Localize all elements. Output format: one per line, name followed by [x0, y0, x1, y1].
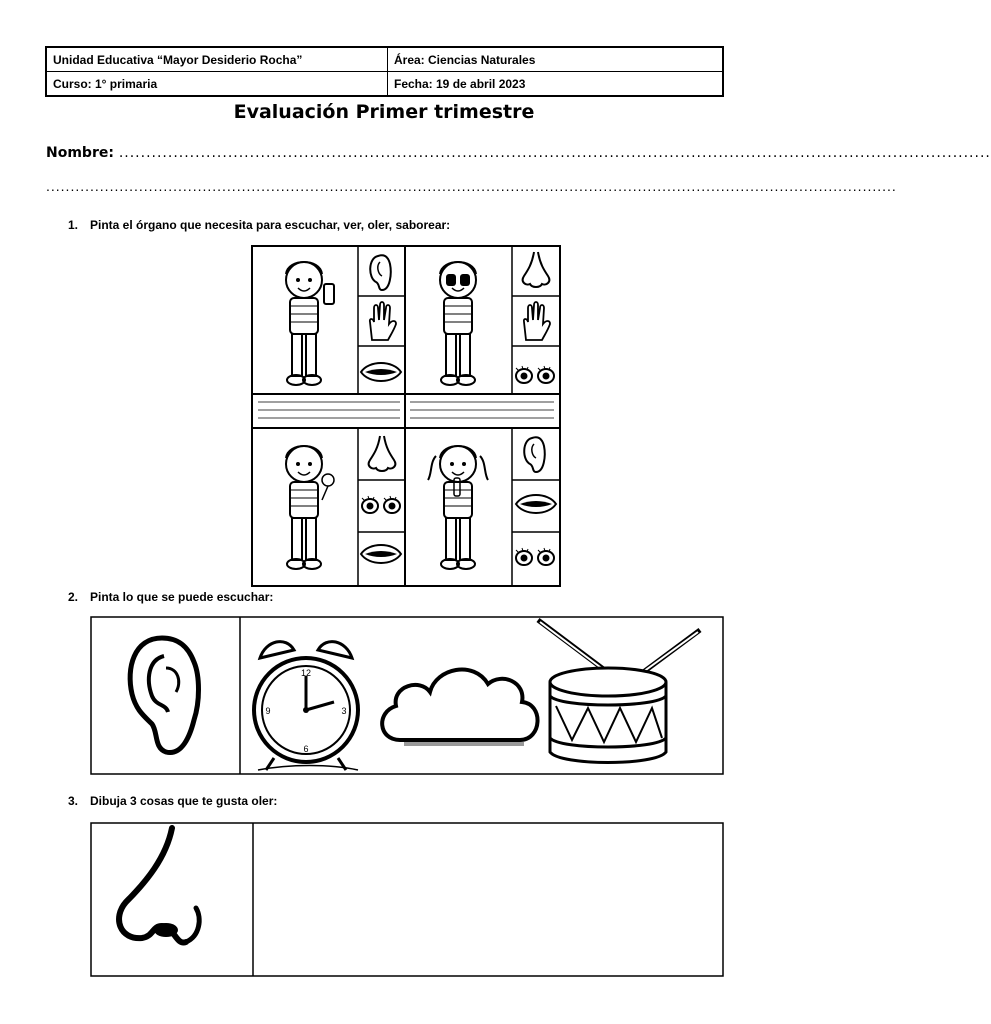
svg-text:9: 9	[265, 706, 271, 716]
question-1-number: 1.	[68, 218, 79, 232]
question-1-text: Pinta el órgano que necesita para escuchar, ver, oler, saborear:	[90, 218, 451, 232]
question-3-text: Dibuja 3 cosas que te gusta oler:	[90, 794, 278, 808]
question-3	[68, 794, 277, 808]
subject-area: Área: Ciencias Naturales	[388, 47, 724, 72]
drawing-area[interactable]	[256, 826, 720, 973]
question-2-text: Pinta lo que se puede escuchar:	[90, 590, 274, 604]
question-1	[68, 218, 450, 232]
question-2	[68, 590, 273, 604]
hearing-items-panel	[90, 616, 724, 776]
svg-text:3: 3	[341, 706, 347, 716]
exam-date: Fecha: 19 de abril 2023	[388, 72, 724, 97]
name-fill-dots[interactable]: ................................................................................................................................................................	[118, 145, 991, 161]
name-second-line-dots[interactable]: ..............................................................................................................................................................................	[46, 178, 897, 194]
header-table	[45, 46, 724, 97]
name-label: Nombre:	[46, 145, 114, 161]
senses-grid	[250, 244, 562, 588]
smell-drawing-panel	[90, 822, 724, 978]
name-row	[46, 145, 991, 161]
question-2-number: 2.	[68, 590, 79, 604]
school-name: Unidad Educativa “Mayor Desiderio Rocha”	[46, 47, 388, 72]
course-grade: Curso: 1° primaria	[46, 72, 388, 97]
svg-text:6: 6	[303, 744, 309, 754]
page-title: Evaluación Primer trimestre	[233, 101, 535, 123]
svg-text:12: 12	[300, 668, 312, 678]
question-3-number: 3.	[68, 794, 79, 808]
